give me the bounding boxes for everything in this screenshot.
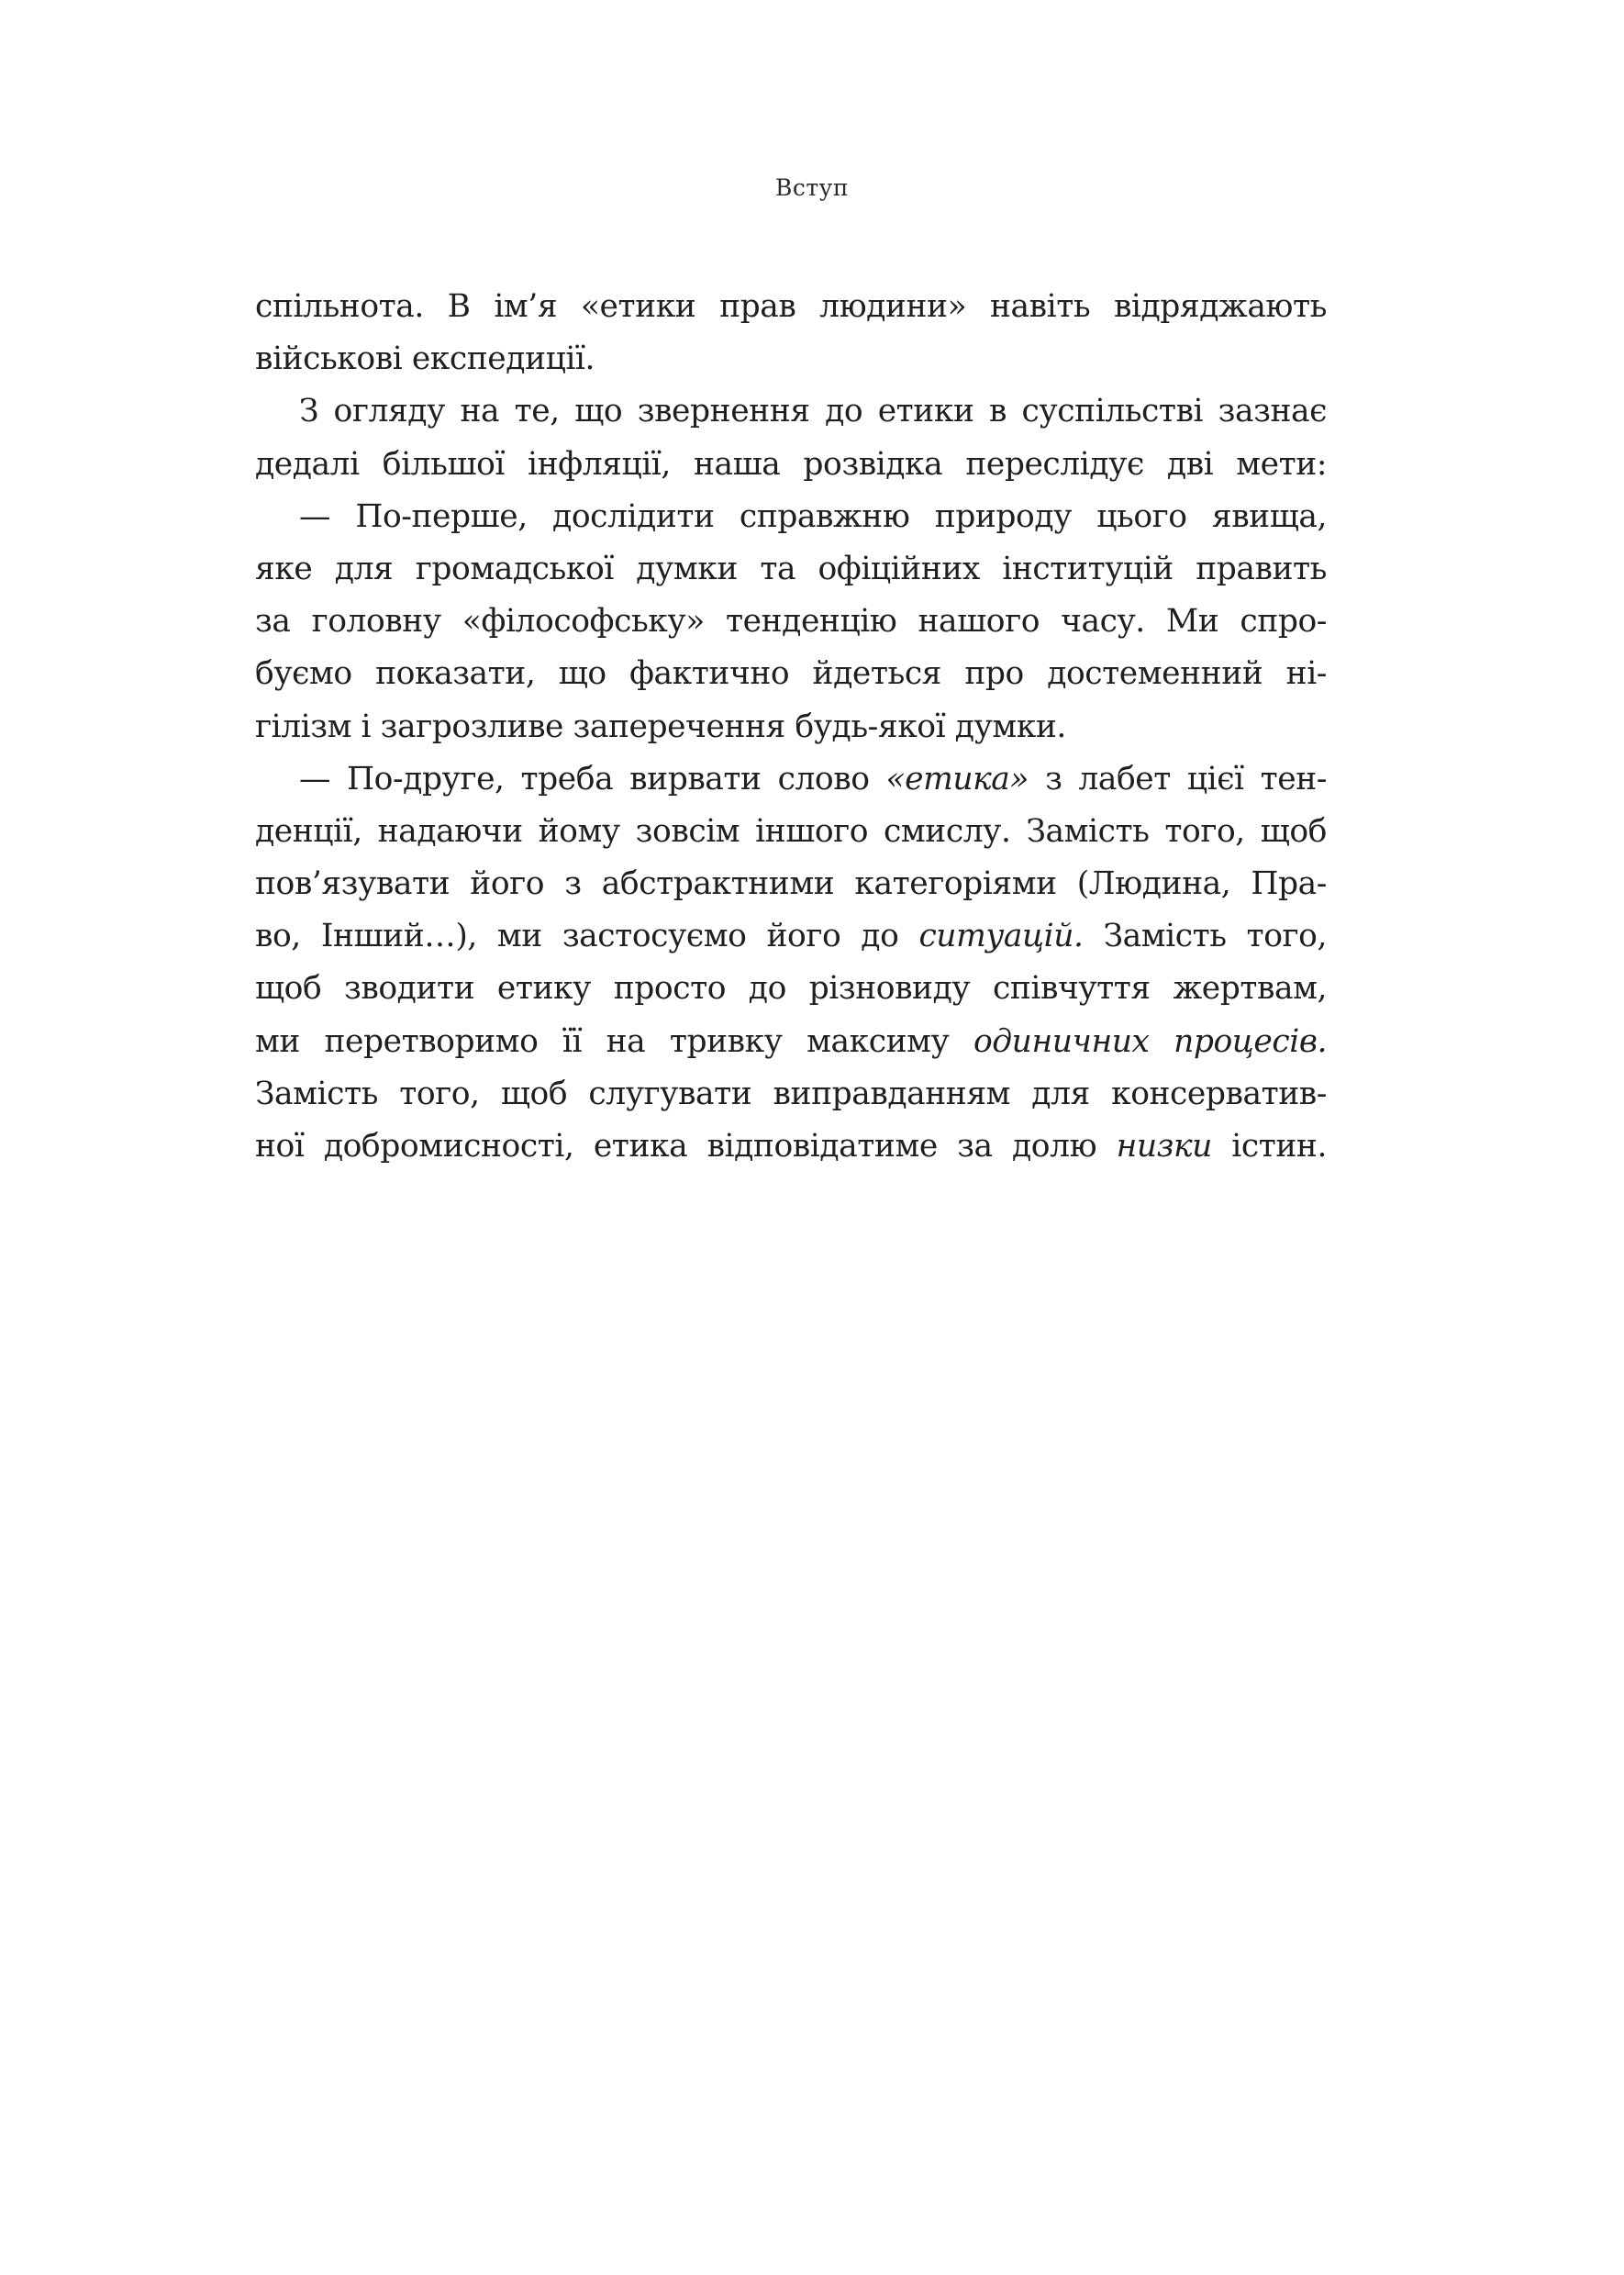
text-line: денції, надаючи йому зовсім іншого смислу. Замість того, щоб <box>255 812 1327 850</box>
text-line: яке для громадської думки та офіційних інституцій править <box>255 550 1327 587</box>
text-run: — По-друге, треба вирвати слово <box>299 760 870 797</box>
text-line: З огляду на те, що звернення до етики в суспільстві зазнає <box>299 393 1327 430</box>
text-line: Замість того, щоб слугувати виправданням для консерватив- <box>255 1075 1327 1112</box>
text-run: істин. <box>1231 1128 1327 1165</box>
text-line <box>255 753 1327 806</box>
body-text <box>255 281 1327 1173</box>
emphasis: ситуацій. <box>918 918 1084 955</box>
text-line: за головну «філософську» тенденцію нашого часу. Ми спро- <box>255 603 1327 641</box>
text-line <box>255 910 1327 963</box>
text-line: щоб зводити етику просто до різновиду співчуття жертвам, <box>255 970 1327 1008</box>
text-line: — По-перше, дослідити справжню природу цього явища, <box>299 497 1327 535</box>
emphasis: низки <box>1116 1128 1212 1165</box>
emphasis: «етика» <box>885 760 1029 797</box>
text-run: з лабет цієї тен- <box>1045 760 1327 797</box>
running-head: Вступ <box>774 174 850 201</box>
text-line: дедалі більшої інфляції, наша розвідка переслідує дві мети: <box>255 445 1327 483</box>
text-run: Замість того, <box>1103 918 1327 955</box>
text-run: ної добромисності, етика відповідатиме за долю <box>255 1128 1097 1165</box>
text-line <box>255 1121 1327 1173</box>
text-line: спільнота. В ім’я «етики прав людини» навіть відряджають <box>255 288 1327 325</box>
text-run: во, Інший…), ми застосуємо його до <box>255 918 899 955</box>
text-line: буємо показати, що фактично йдеться про достеменний ні- <box>255 655 1327 693</box>
emphasis: одиничних процесів. <box>973 1022 1328 1060</box>
text-run: ми перетворимо її на тривку максиму <box>255 1022 950 1060</box>
text-line: гілізм і загрозливе заперечення будь-якої думки. <box>255 708 1066 745</box>
text-line: пов’язувати його з абстрактними категоріями (Людина, Пра- <box>255 865 1327 903</box>
text-line: військові експедиції. <box>255 340 595 378</box>
text-line <box>255 1016 1327 1068</box>
